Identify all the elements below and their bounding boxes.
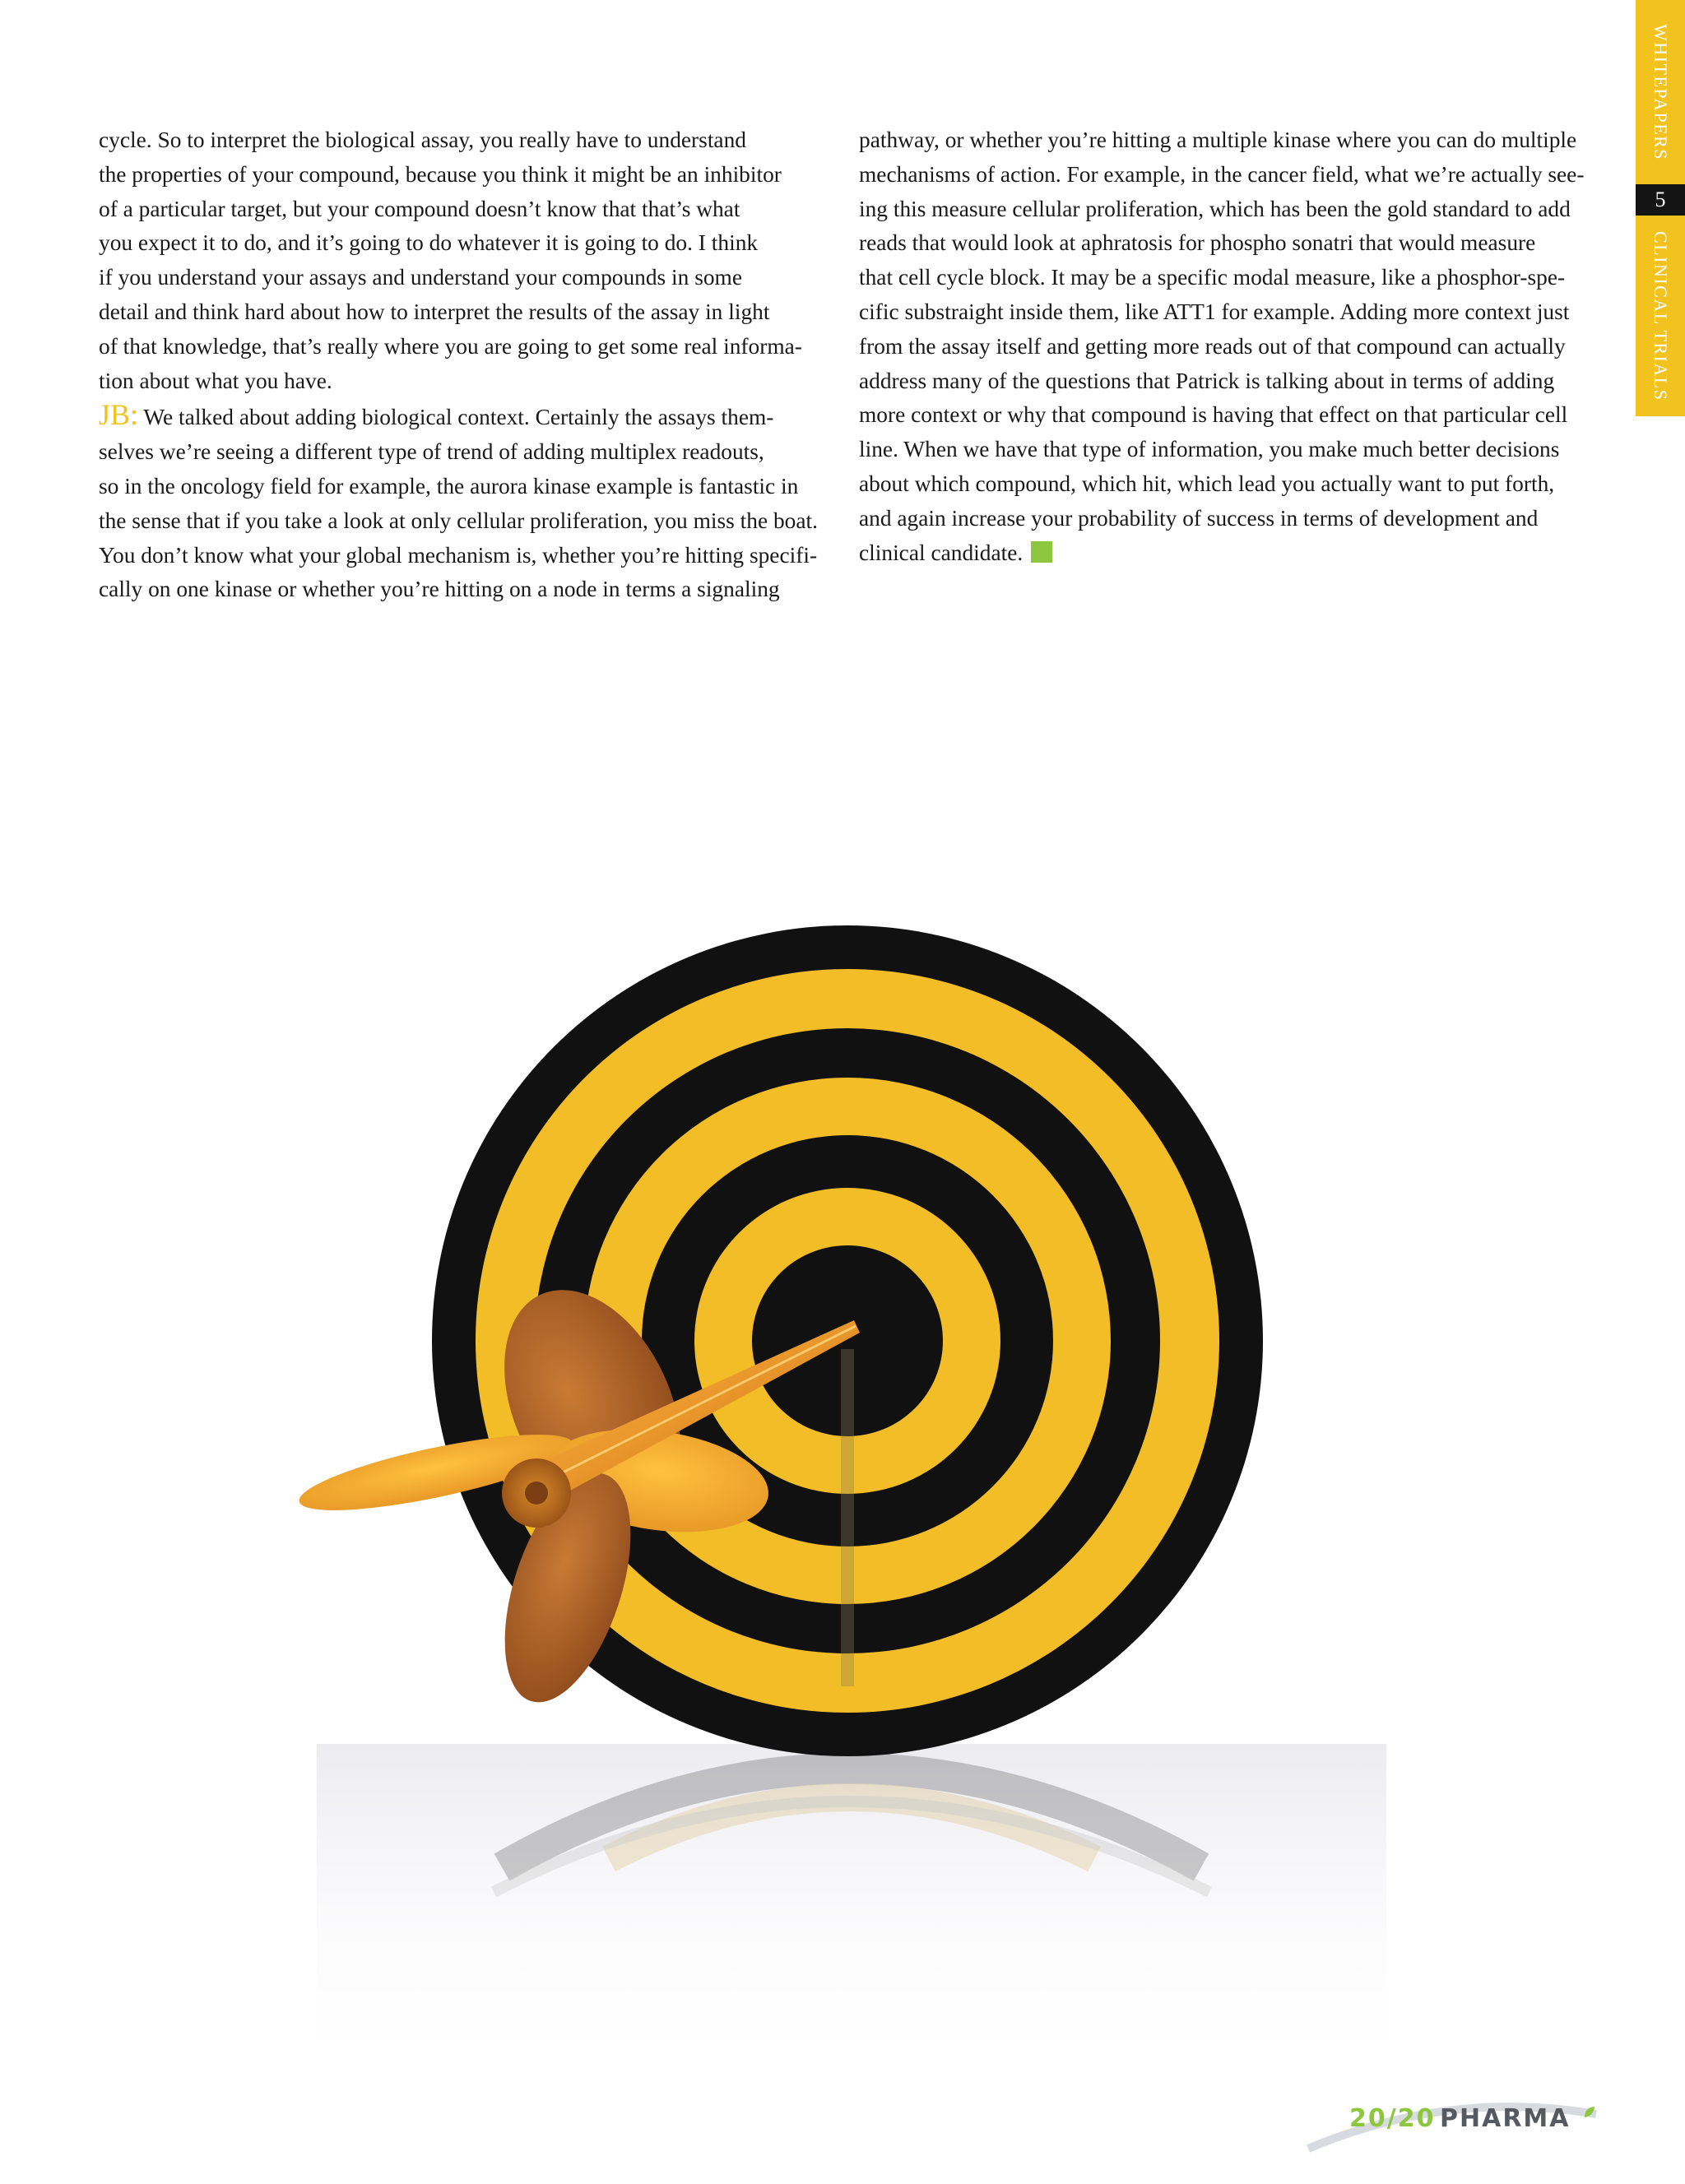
- text-line: and again increase your probability of success in terms of development and: [859, 505, 1539, 531]
- section-label-clinical-trials: CLINICAL TRIALS: [1650, 230, 1671, 401]
- text-line: cific substraight inside them, like ATT1 for example. Adding more context just: [859, 299, 1570, 324]
- text-line: pathway, or whether you’re hitting a multiple kinase where you can do multiple: [859, 128, 1577, 152]
- logo-wordmark: PHARMA: [1440, 2104, 1571, 2133]
- text-line: detail and think hard about how to interpret the results of the assay in light: [99, 299, 770, 324]
- text-line: cycle. So to interpret the biological assay, you really have to understand: [99, 128, 746, 152]
- text-line: tion about what you have.: [99, 368, 332, 393]
- text-line: the properties of your compound, because you think it might be an inhibitor: [99, 161, 782, 187]
- publication-logo: [1316, 2081, 1621, 2155]
- logo-number: 20/20: [1349, 2104, 1436, 2133]
- page-number: 5: [1636, 184, 1685, 216]
- text-fragment: We talked about adding biological context. Certainly the assays them-: [138, 405, 774, 430]
- text-line: address many of the questions that Patrick is talking about in terms of adding: [859, 368, 1555, 393]
- text-line: if you understand your assays and understand your compounds in some: [99, 265, 743, 290]
- text-line: reads that would look at aphratosis for phospho sonatri that would measure: [859, 230, 1536, 256]
- text-line: of a particular target, but your compound doesn’t know that that’s what: [99, 196, 740, 221]
- text-line: selves we’re seeing a different type of trend of adding multiplex readouts,: [99, 439, 764, 465]
- text-line: more context or why that compound is having that effect on that particular cell: [859, 402, 1568, 428]
- text-line: of that knowledge, that’s really where you are going to get some real informa-: [99, 333, 802, 359]
- text-line: You don’t know what your global mechanism is, whether you’re hitting specifi-: [99, 542, 818, 568]
- text-line: cally on one kinase or whether you’re hitting on a node in terms a signaling: [99, 577, 780, 602]
- leaf-icon: [1581, 2104, 1598, 2121]
- text-line: so in the oncology field for example, the aurora kinase example is fantastic in: [99, 473, 799, 498]
- speaker-initials: JB:: [99, 398, 139, 432]
- text-fragment: clinical candidate.: [859, 540, 1024, 565]
- text-line: that cell cycle block. It may be a specific modal measure, like a phosphor-spe-: [859, 265, 1566, 290]
- text-line: line. When we have that type of information, you make much better decisions: [859, 437, 1560, 462]
- text-line: about which compound, which hit, which lead you actually want to put forth,: [859, 471, 1555, 496]
- text-line: mechanisms of action. For example, in the cancer field, what we’re actually see-: [859, 161, 1585, 187]
- text-line: the sense that if you take a look at only cellular proliferation, you miss the boat.: [99, 508, 818, 533]
- text-line: ing this measure cellular proliferation, which has been the gold standard to add: [859, 196, 1571, 221]
- text-line: from the assay itself and getting more reads out of that compound can actually: [859, 333, 1566, 359]
- text-line: you expect it to do, and it’s going to do whatever it is going to do. I think: [99, 230, 759, 256]
- section-label-whitepapers: WHITEPAPERS: [1650, 23, 1671, 161]
